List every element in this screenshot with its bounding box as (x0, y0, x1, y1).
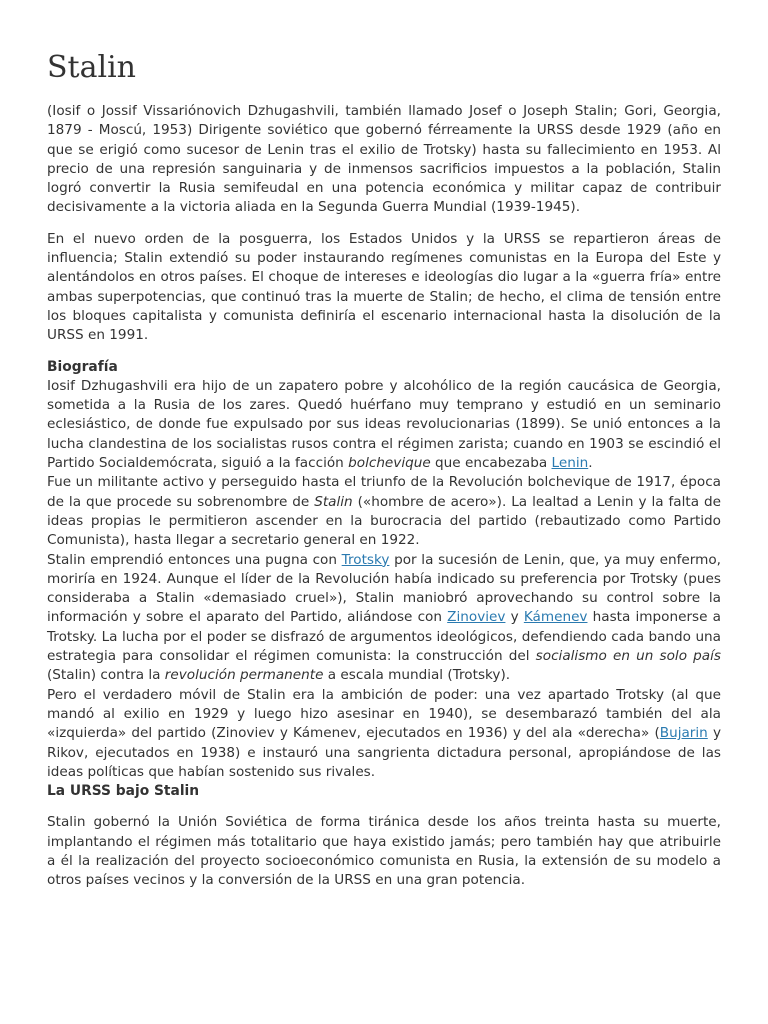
trotsky-link[interactable]: Trotsky (341, 551, 390, 568)
biografia-heading: Biografía (47, 358, 118, 375)
intro-paragraph-1: (Iosif o Jossif Vissariónovich Dzhugashvili, también llamado Josef o Joseph Stalin; Gori, Georgia, 1879 - Moscú, 1953) Dirigente soviético que gobernó férreamente la URSS desde 1929 (año en que se erigió como sucesor de Lenin tras el exilio de Trotsky) hasta su fallecimiento en 1953. Al precio de una represión sanguinaria y de inmensos sacrificios impuestos a la población, Stalin logró convertir la Rusia semifeudal en una potencia económica y militar capaz de contribuir decisivamente a la victoria aliada en la Segunda Guerra Mundial (1939-1945). (47, 103, 721, 216)
article (47, 48, 721, 891)
bujarin-link[interactable]: Bujarin (659, 725, 708, 742)
intro-paragraph-2: En el nuevo orden de la posguerra, los Estados Unidos y la URSS se repartieron áreas de influencia; Stalin extendió su poder instaurando regímenes comunistas en la Europa del Este y alentándolos en otros países. El choque de intereses e ideologías dio lugar a la «guerra fría» entre ambas superpotencias, que continuó tras la muerte de Stalin; de hecho, el clima de tensión entre los bloques capitalista y comunista definiría el escenario internacional hasta la disolución de la URSS en 1991. (47, 230, 721, 344)
lenin-link[interactable]: Lenin (551, 455, 589, 472)
biografia-paragraph-1: Iosif Dzhugashvili era hijo de un zapatero pobre y alcohólico de la región caucásica de Georgia, sometida a la Rusia de los zares. Quedó huérfano muy temprano y estudió en un seminario eclesiástico, de donde fue expulsado por sus ideas revolucionarias (1899). Se unió entonces a la lucha clandestina de los socialistas rusos contra el régimen zarista; cuando en 1903 se escindió el Partido Socialdemócrata, siguió a la facción bolchevique que encabezaba Lenin. (47, 377, 721, 472)
page-title: Stalin (47, 50, 137, 85)
kamenev-link[interactable]: Kámenev (523, 609, 588, 626)
biografia-paragraph-4: Pero el verdadero móvil de Stalin era la ambición de poder: una vez apartado Trotsky (al que mandó al exilio en 1929 y luego hizo asesinar en 1940), se desembarazó también del ala «izquierda» del partido (Zinoviev y Kámenev, ejecutados en 1936) y del ala «derecha» (Bujarin y Rikov, ejecutados en 1938) e instauró una sangrienta dictadura personal, apropiándose de las ideas políticas que habían sostenido sus rivales. (47, 686, 721, 780)
urss-paragraph-1: Stalin gobernó la Unión Soviética de forma tiránica desde los años treinta hasta su muerte, implantando el régimen más totalitario que haya existido jamás; pero también hay que atribuirle a él la realización del proyecto socioeconómico comunista en Rusia, la extensión de su modelo a otros países vecinos y la conversión de la URSS en una gran potencia. (47, 814, 721, 889)
urss-heading: La URSS bajo Stalin (47, 783, 200, 800)
zinoviev-link[interactable]: Zinoviev (447, 609, 506, 626)
biografia-paragraph-2: Fue un militante activo y perseguido hasta el triunfo de la Revolución bolchevique de 1917, época de la que procede su sobrenombre de Stalin («hombre de acero»). La lealtad a Lenin y la falta de ideas propias le permitieron ascender en la burocracia del partido (rebautizado como Partido Comunista), hasta llegar a secretario general en 1922. (47, 474, 721, 549)
biografia-paragraph-3: Stalin emprendió entonces una pugna con Trotsky por la sucesión de Lenin, que, ya muy enfermo, moriría en 1924. Aunque el líder de la Revolución había indicado su preferencia por Trotsky (pues consideraba a Stalin «demasiado cruel»), Stalin maniobró aprovechando su control sobre la información y sobre el aparato del Partido, aliándose con Zinoviev y Kámenev hasta imponerse a Trotsky. La lucha por el poder se disfrazó de argumentos ideológicos, defendiendo cada bando una estrategia para consolidar el régimen comunista: la construcción del socialismo en un solo país (Stalin) contra la revolución permanente a escala mundial (Trotsky). (47, 551, 722, 684)
